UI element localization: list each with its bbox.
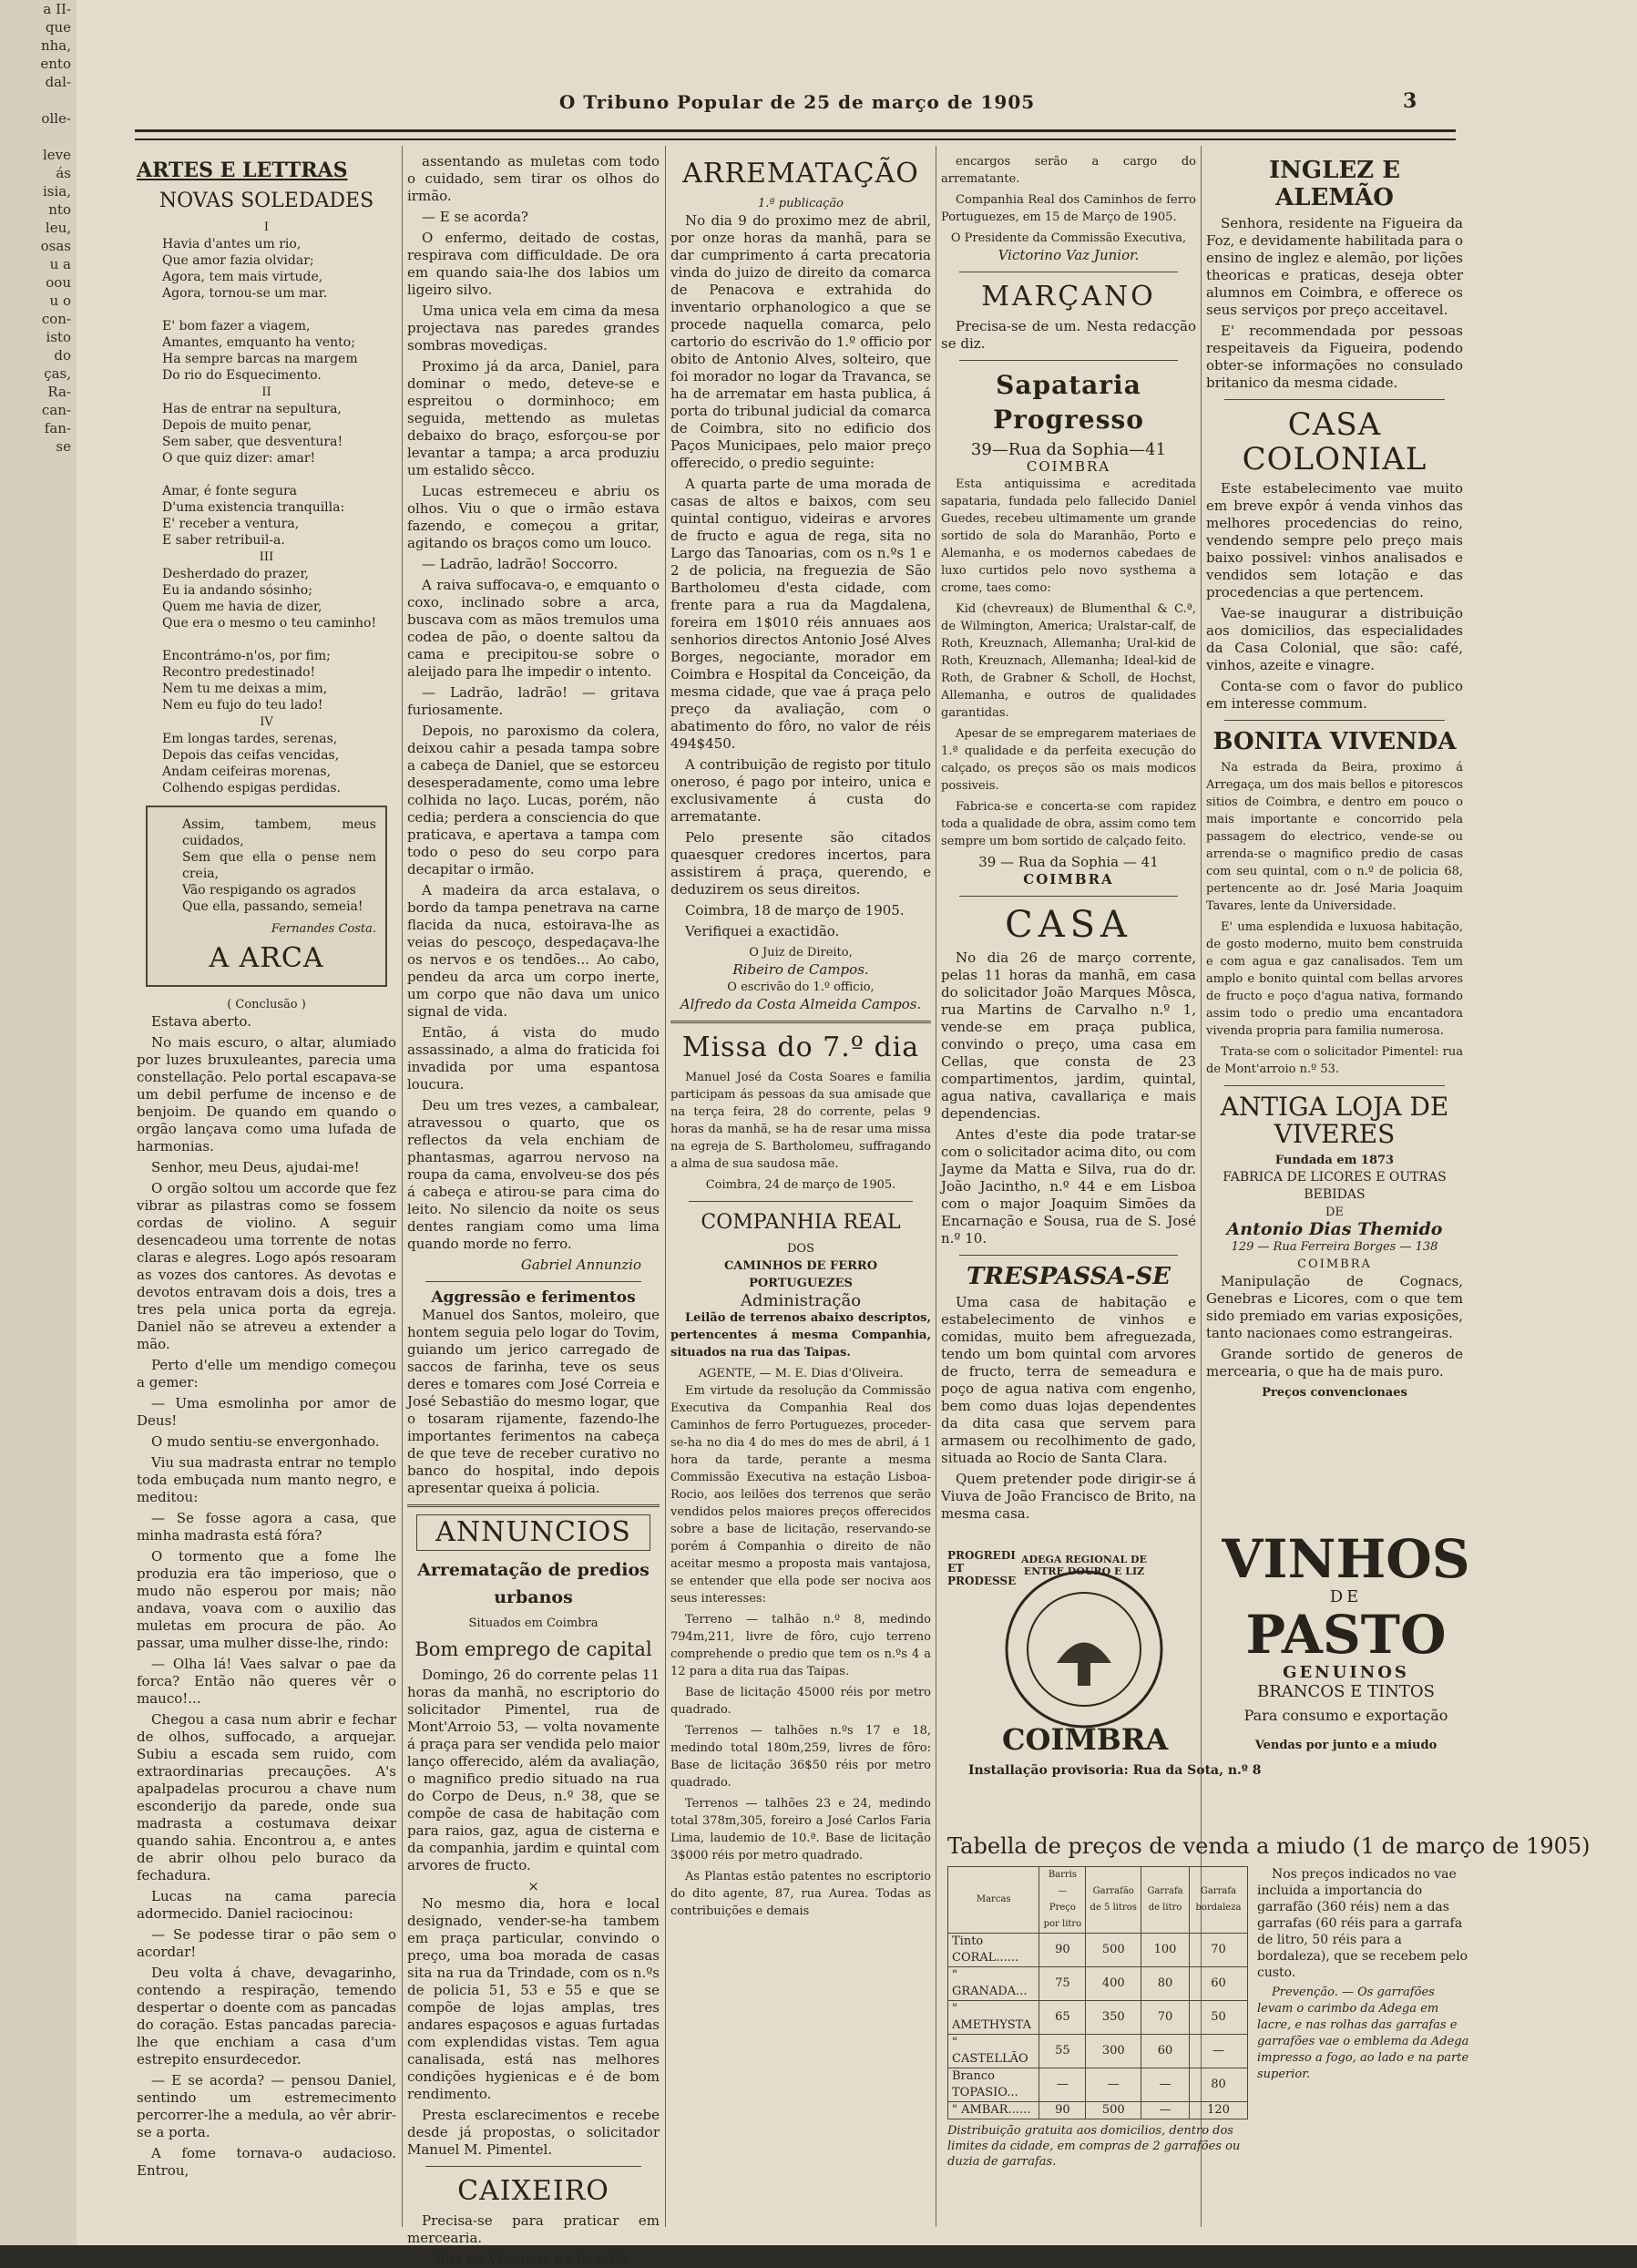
presidente-name: Victorino Vaz Junior. bbox=[998, 247, 1140, 263]
themido-city: COIMBRA bbox=[1297, 1257, 1372, 1271]
table-cell: — bbox=[1039, 2068, 1086, 2102]
table-cell: 70 bbox=[1190, 1934, 1248, 1967]
poem-line: Encontrámo-n'os, por fim; bbox=[162, 649, 331, 663]
themido-paragraph: Grande sortido de generos de mercearia, o que ha de mais puro. bbox=[1206, 1346, 1463, 1380]
poem-line: Em longas tardes, serenas, bbox=[162, 732, 338, 746]
vinhos-l1: VINHOS bbox=[1222, 1528, 1470, 1590]
story-paragraph: — Se fosse agora a casa, que minha madrasta está fóra? bbox=[137, 1510, 396, 1544]
missa-date: Coimbra, 24 de março de 1905. bbox=[705, 1178, 896, 1192]
box-verse-line: Vão respigando os agrados bbox=[182, 883, 356, 898]
edge-fragment bbox=[0, 91, 77, 109]
fabrica: FABRICA DE LICORES E OUTRAS BEBIDAS bbox=[1223, 1170, 1447, 1202]
table-cell: — bbox=[1086, 2068, 1141, 2102]
vinhos-l7: Vendas por junto e a miudo bbox=[1254, 1739, 1437, 1752]
story-paragraph: O mudo sentiu-se envergonhado. bbox=[151, 1433, 380, 1450]
verification: Verifiquei a exactidão. bbox=[685, 923, 840, 939]
poem-line: Recontro predestinado! bbox=[162, 665, 316, 680]
judge-label: O Juiz de Direito, bbox=[749, 946, 853, 960]
table-row bbox=[948, 1967, 1248, 2001]
arrematacao-sub: 1.ª publicação bbox=[758, 197, 844, 210]
story-paragraph: Chegou a casa num abrir e fechar de olhos, suffocado, a arquejar. Subiu a escada sem ruido, com extraordinarias precauções. A's apalpadelas procurou a chave num esconderijo da parede, onde sua madrasta a costumava deixar quando sahia. Encontrou a, e antes de abrir olhou pelo buraco da fechadura. bbox=[137, 1711, 396, 1883]
colonial-paragraph: Vae-se inaugurar a distribuição aos domicilios, das especialidades da Casa Colonial, que são: café, vinhos, azeite e vinagre. bbox=[1206, 605, 1463, 673]
edge-fragment: u a bbox=[49, 256, 71, 272]
story-paragraph: — E se acorda? bbox=[422, 209, 528, 225]
story-text-continued bbox=[407, 153, 660, 1253]
table-row bbox=[948, 2102, 1248, 2119]
story-paragraph: Viu sua madrasta entrar no templo toda embuçada num manto negro, e meditou: bbox=[137, 1454, 396, 1505]
table-cell: 350 bbox=[1086, 2001, 1141, 2035]
edge-fragment: leve bbox=[42, 147, 71, 163]
table-cell: " GRANADA... bbox=[948, 1967, 1039, 2001]
poem-line: Agora, tem mais virtude, bbox=[162, 270, 323, 284]
poem-line: Havia d'antes um rio, bbox=[162, 237, 302, 251]
sapataria-city: COIMBRA bbox=[1026, 458, 1111, 475]
story-paragraph: Perto d'elle um mendigo começou a gemer: bbox=[137, 1357, 396, 1391]
tabella-precos bbox=[947, 1832, 1591, 2170]
page-number: 3 bbox=[1403, 89, 1417, 113]
poem-line: E' receber a ventura, bbox=[162, 517, 300, 531]
judge-name: Ribeiro de Campos. bbox=[732, 961, 869, 978]
poem-line: Eu ia andando sósinho; bbox=[162, 583, 312, 598]
companhia-text bbox=[670, 1382, 931, 1920]
edge-fragment: oou bbox=[46, 274, 71, 291]
table-cell: 400 bbox=[1086, 1967, 1141, 2001]
annuncios-heading: ANNUNCIOS bbox=[416, 1514, 650, 1551]
tabella-side: Nos preços indicados no vae incluida a importancia do garrafão (360 réis) nem a das garrafas (60 réis para a garrafa de litro, 50 réis para a bordaleza), que se recebem pelo custo. bbox=[1257, 1867, 1468, 1980]
edge-fragment: can- bbox=[41, 402, 71, 418]
edge-fragment: isto bbox=[46, 329, 71, 345]
story-paragraph: — Ladrão, ladrão! — gritava furiosamente. bbox=[407, 684, 660, 718]
antiga-title: ANTIGA LOJA DE VIVERES bbox=[1220, 1092, 1449, 1149]
leilao-text: Leilão de terrenos abaixo descriptos, pertencentes á mesma Companhia, situados na rua das Taipas. bbox=[670, 1311, 931, 1360]
story-paragraph: O enfermo, deitado de costas, respirava com difficuldade. De ora em quando saia-lhe dos labios um ligeiro silvo. bbox=[407, 230, 660, 298]
table-header: Garrafa bordaleza bbox=[1190, 1867, 1248, 1934]
precos: Preços convencionaes bbox=[1262, 1386, 1407, 1400]
arca-box bbox=[146, 806, 387, 987]
adega-emblem bbox=[947, 1549, 1212, 1759]
vinhos-l2: DE bbox=[1329, 1587, 1363, 1606]
clerk-label: O escrivão do 1.º officio, bbox=[727, 980, 875, 994]
edge-fragment: isia, bbox=[42, 183, 71, 200]
table-cell: " AMETHYSTA bbox=[948, 2001, 1039, 2035]
table-header: Barris — Preço por litro bbox=[1039, 1867, 1086, 1934]
companhia-paragraph: Terrenos — talhões 23 e 24, medindo total 378m,305, foreiro a José Carlos Faria Lima, laudemio de 10.ª. Base de licitação 3$000 réis por metro quadrado. bbox=[670, 1797, 931, 1863]
adega-install: Installação provisoria: Rua da Sota, n.º 8 bbox=[968, 1763, 1262, 1778]
arca-note: ( Conclusão ) bbox=[227, 998, 306, 1011]
poem-line: Depois de muito penar, bbox=[162, 418, 312, 433]
poem-line: II bbox=[261, 385, 271, 399]
column-five bbox=[1206, 153, 1463, 1516]
sapataria-city-2: COIMBRA bbox=[1023, 871, 1114, 888]
poem-line: D'uma existencia tranquilla: bbox=[162, 500, 345, 515]
edge-fragment: Ra- bbox=[47, 384, 71, 400]
arrematacao-predios-title: Arrematação de predios urbanos bbox=[417, 1560, 650, 1607]
poem-line bbox=[137, 631, 396, 648]
poem-line: Ha sempre barcas na margem bbox=[162, 352, 358, 366]
arrematacao-paragraph: Pelo presente são citados quaesquer credores incertos, para assistirem á praça, querendo, e deduzirem os seus direitos. bbox=[670, 829, 931, 898]
story-paragraph: No mais escuro, o altar, alumiado por luzes bruxuleantes, parecia uma constellação. Pelo portal escapava-se um debil perfume de incenso e de benjoim. De quando em quando o orgão lançava como uma lufada de harmonias. bbox=[137, 1034, 396, 1155]
missa-title: Missa do 7.º dia bbox=[681, 1031, 920, 1063]
inglez-text bbox=[1206, 215, 1463, 392]
trespassa-paragraph: Quem pretender pode dirigir-se á Viuva de João Francisco de Brito, na mesma casa. bbox=[941, 1471, 1196, 1522]
sapataria-address-2: 39 — Rua da Sophia — 41 bbox=[978, 854, 1159, 870]
table-cell: 500 bbox=[1086, 2102, 1141, 2119]
poem-line: Quem me havia de dizer, bbox=[162, 600, 322, 614]
vinhos-l4: GENUINOS bbox=[1283, 1663, 1409, 1682]
story-paragraph: O tormento que a fome lhe produzia era tão imperioso, que o mudo não esperou por mais; não andava, voava com o auxilio das muletas em procura de pão. Ao passar, uma mulher disse-lhe, rindo: bbox=[137, 1548, 396, 1651]
story-paragraph: Proximo já da arca, Daniel, para dominar o medo, deteve-se e espreitou o dorminhoco; em seguida, mettendo as muletas debaixo do braço, esforçou-se por levantar a tampa; a arca produziu um estalido sêcco. bbox=[407, 358, 660, 478]
table-cell: 100 bbox=[1141, 1934, 1190, 1967]
trespassa-paragraph: Uma casa de habitação e estabelecimento de vinhos e comidas, muito bem afreguezada, tendo um bom quintal com arvores de fructo, terra de semeadura e poço de agua nativa com engenho, bem como duas lojas dependentes da dita casa que servem para armasem ou recolhimento de gado, situada ao Rocio de Santa Clara. bbox=[941, 1294, 1196, 1466]
table-row bbox=[948, 2068, 1248, 2102]
poem-line: Que era o mesmo o teu caminho! bbox=[162, 616, 377, 631]
table-cell: 80 bbox=[1190, 2068, 1248, 2102]
poem-line: III bbox=[259, 550, 274, 564]
inglez-title: INGLEZ E ALEMÃO bbox=[1268, 157, 1401, 211]
table-row bbox=[948, 2001, 1248, 2035]
table-cell: 65 bbox=[1039, 2001, 1086, 2035]
column-two: assentando as muletas com todo o cuidado, sem tirar os olhos do irmão. — E se acorda? O enfermo, deitado de costas, respirava com difficuldade. De ora em quando saia-lhe dos labios um ligeiro silvo. Uma unica vela em cima da mesa projectava nas paredes grandes sombras movediças. Proximo já da arca, Daniel, para dominar o medo, deteve-se e espreitou o dorminhoco; em seguida, mettendo as muletas debaixo do braço, esforçou-se por levantar a tampa; a arca produziu um estalido sêcco. Lucas estremeceu e abriu os olhos. Viu o que o irmão estava fazendo, e começou a gritar, agitando os braços como um louco. — Ladrão, ladrão! Soccorro. A raiva suffocava-o, e emquanto o coxo, inclinado sobre a arca, buscava com as mãos tremulos uma codea de pão, o doente saltou da cama e precipitou-se sobre o aleijado para lhe impedir o intento. — Ladrão, ladrão! — gritava furiosamente. Depois, no paroxismo da colera, deixou cahir a pesada tampa sobre a cabeça de Daniel, que se estorceu desesperadamente, como uma lebre colhida no laço. Lucas, porém, não cedia; perdera a consciencia do que praticava, e apertava a tampa com todo o peso do seu corpo para decapitar o irmão. A madeira da arca estalava, o bordo da tampa penetrava na carne flacida da nuca, estoirava-lhe as veias do pescoço, despedaçava-lhe os nervos e os tendões... Ao cabo, pendeu da arca um corpo inerte, um corpo que não dava um unico signal de vida. Então, á vista do mudo assassinado, a alma do fraticida foi invadida por uma espantosa loucura. Deu um tres vezes, a cambalear, atravessou o quarto, que os reflectos da vela enchiam de phantasmas, agarrou nervoso na roupa da cama, envolveu-se dos pés á cabeça e atirou-se para cima do leito. No silencio da noite os seus dentes rangiam como uma lima quando morde no ferro. Gabriel Annunzio Aggressão e ferimentos Manuel dos Santos, moleiro, que hontem seguia pelo logar do Tovim, guiando um jerico carregado de saccos de farinha, teve os seus deres e tomares com José Correia e José Sebastião do mesmo logar, que o tosaram rijamente, fazendo-lhe importantes ferimentos na cabeça de que teve de receber curativo no banco do hospital, indo depois apresentar queixa á policia. ANNUNCIOS Arrematação de predios urbanos Situados em Coimbra Bom emprego de capital Domingo, 26 do corrente pelas 11 horas da manhã, no escriptorio do solicitador Pimentel, rua de Mont'Arroio 53, — volta novamente á praça para ser vendida pelo maior lanço offerecido, além da avaliação, o magnifico predio situado na rua do Corpo de Deus, n.º 38, que se compõe de casa de habitação com para raios, gaz, agua de cisterna e da companhia, jardim e quintal com arvores de fructo. × No mesmo dia, hora e local designado, vender-se-ha tambem em praça particular, convindo o preço, uma boa morada de casas sita na rua da Trindade, com os n.ºs de policia 51, 53 e 55 e que se compõe de lojas amplas, tres andares espaçosos e aguas furtadas com explendidas vistas. Tem agua canalisada, está nas melhores condições hygienicas e é de bom rendimento. Presta esclarecimentos e recebe desde já propostas, o solicitador Manuel M. Pimentel. CAIXEIRO Precisa-se para praticar em mercearia. Rua do Visconde da Luz, 60. bbox=[407, 153, 660, 2267]
companhia-paragraph: Terrenos — talhões n.ºs 17 e 18, medindo total 180m,259, livres de fôro: Base de licitação 36$50 réis por metro quadrado. bbox=[670, 1724, 931, 1790]
caixeiro-text: Precisa-se para praticar em mercearia. bbox=[407, 2212, 660, 2246]
fundada: Fundada em 1873 bbox=[1274, 1154, 1395, 1167]
clerk-name: Alfredo da Costa Almeida Campos. bbox=[680, 996, 922, 1012]
table-cell: 90 bbox=[1039, 1934, 1086, 1967]
poem-title: NOVAS SOLEDADES bbox=[159, 190, 374, 212]
table-cell: Branco TOPASIO... bbox=[948, 2068, 1039, 2102]
story-paragraph: assentando as muletas com todo o cuidado, sem tirar os olhos do irmão. bbox=[407, 153, 660, 204]
box-verse bbox=[157, 816, 376, 915]
section-title: ARTES E LETTRAS bbox=[137, 159, 348, 182]
column-rule bbox=[402, 146, 403, 2227]
companhia-paragraph: Terreno — talhão n.º 8, medindo 794m,211, livre de fôro, cujo terreno comprehende o predio que tem os n.ºs 4 a 12 para a dita rua das Taipas. bbox=[670, 1613, 931, 1678]
table-cell: 70 bbox=[1141, 2001, 1190, 2035]
companhia-name: CAMINHOS DE FERRO PORTUGUEZES bbox=[723, 1259, 878, 1290]
edge-fragment bbox=[0, 128, 77, 146]
arrematacao-text bbox=[670, 212, 931, 919]
poem-line: Colhendo espigas perdidas. bbox=[162, 781, 341, 795]
inglez-paragraph: E' recommendada por pessoas respeitaveis da Figueira, podendo obter-se informações no consulado britanico da mesma cidade. bbox=[1206, 323, 1463, 391]
arrematacao-paragraph: Coimbra, 18 de março de 1905. bbox=[685, 902, 905, 918]
poem-line: E' bom fazer a viagem, bbox=[162, 319, 311, 334]
casa-paragraph: Antes d'este dia pode tratar-se com o solicitador acima dito, ou com Jayme da Matta e Silva, rua do dr. João Jacintho, n.º 44 e em Lisboa com o major Joaquim Simões da Encarnação e Sousa, rua de S. José n.º 10. bbox=[941, 1126, 1196, 1247]
sapataria-paragraph: Fabrica-se e concerta-se com rapidez toda a qualidade de obra, assim como tem sempre um bom sortido de calçado feito. bbox=[941, 800, 1196, 848]
themido-text bbox=[1206, 1273, 1463, 1380]
companhia-admin: Administração bbox=[740, 1291, 862, 1310]
bonita-paragraph: Na estrada da Beira, proximo á Arregaça, um dos mais bellos e pitorescos sitios de Coimbra, e dentro em pouco o mais importante e concorrido pela passagem do electrico, vende-se ou arrenda-se o magnifico predio de casas com seu quintal, com o n.º de policia 68, pertencente ao dr. José Maria Joaquim Tavares, lente da Universidade. bbox=[1206, 761, 1463, 913]
header-rule bbox=[135, 129, 1456, 140]
companhia-paragraph: Base de licitação 45000 réis por metro quadrado. bbox=[670, 1686, 931, 1717]
story-paragraph: Então, á vista do mudo assassinado, a alma do fraticida foi invadida por uma espantosa loucura. bbox=[407, 1024, 660, 1093]
table-cell: 60 bbox=[1141, 2035, 1190, 2068]
table-cell: " CASTELLÃO bbox=[948, 2035, 1039, 2068]
table-row bbox=[948, 2035, 1248, 2068]
trespassa-title: TRESPASSA-SE bbox=[967, 1263, 1171, 1290]
sapataria-text bbox=[941, 476, 1196, 850]
colonial-paragraph: Conta-se com o favor do publico em interesse commum. bbox=[1206, 678, 1463, 712]
previous-page-edge bbox=[0, 0, 77, 2245]
table-cell: — bbox=[1190, 2035, 1248, 2068]
arrematacao-paragraph: A quarta parte de uma morada de casas de altos e baixos, com seu quintal contiguo, videiras e arvores de fructo e agua de rega, sita no Largo das Tanoarias, com os n.ºs 1 e 2 de policia, na freguezia de São Bartholomeu d'esta cidade, com frente para a rua da Magdalena, foreira em 1$010 réis annuaes aos senhorios directos Antonio José Alves Borges, negociante, morador em Coimbra e Hospital da Conceição, da mesma cidade, que vae á praça pelo preço da avaliação, com o abatimento do fôro, no valor de réis 494$450. bbox=[670, 476, 931, 752]
inglez-paragraph: Senhora, residente na Figueira da Foz, e devidamente habilitada para o ensino de inglez e alemão, por lições theoricas e praticas, deseja obter alumnos em Coimbra, e offerece os seus serviços por preço acceitavel. bbox=[1206, 215, 1463, 318]
poem-line: IV bbox=[260, 715, 273, 729]
caixeiro-address: Rua do Visconde da Luz, 60. bbox=[435, 2251, 632, 2267]
edge-fragment: ento bbox=[40, 56, 71, 72]
sapataria-paragraph: Apesar de se empregarem materiaes de 1.ª qualidade e da perfeita execução do calçado, os preços são os mais modicos possiveis. bbox=[941, 727, 1196, 793]
companhia-paragraph: As Plantas estão patentes no escriptorio do dito agente, 87, rua Aurea. Todas as contribuições e demais bbox=[670, 1870, 931, 1918]
story-paragraph: A madeira da arca estalava, o bordo da tampa penetrava na carne flacida da nuca, estoirava-lhe as veias do pescoço, despedaçava-lhe os nervos e os tendões... Ao cabo, pendeu da arca um corpo inerte, um corpo que não dava um unico signal de vida. bbox=[407, 882, 660, 1020]
colonial-text bbox=[1206, 480, 1463, 713]
edge-fragment: se bbox=[56, 438, 71, 455]
casa-title: CASA bbox=[1005, 904, 1132, 946]
edge-fragment: u o bbox=[49, 292, 71, 309]
trespassa-text bbox=[941, 1294, 1196, 1523]
marcano-title: MARÇANO bbox=[981, 281, 1156, 313]
adega-city: COIMBRA bbox=[1002, 1722, 1169, 1757]
edge-fragment: do bbox=[54, 347, 71, 364]
colonial-paragraph: Este estabelecimento vae muito em breve expôr á venda vinhos das melhores procedencias do reino, vendendo sempre pelo preço mais baixo possivel: vinhos analisados e vendidos sem lotação e das procedencias a que pertencem. bbox=[1206, 480, 1463, 600]
sapataria-paragraph: Kid (chevreaux) de Blumenthal & C.ª, de Wilmington, America; Uralstar-calf, de Roth, Kreuznach, Allemanha; Ural-kid de Roth, Kreuznach, Allemanha; Ideal-kid de Roth, de Grabner & Scholl, de Hochst, Allemanha, e outros de qualidades garantidas. bbox=[941, 602, 1196, 720]
arrematacao-title: ARREMATAÇÃO bbox=[682, 158, 919, 190]
poem-line: Desherdado do prazer, bbox=[162, 567, 309, 581]
table-header: Marcas bbox=[948, 1867, 1039, 1934]
bom-emprego-text-3: Presta esclarecimentos e recebe desde já propostas, o solicitador Manuel M. Pimentel. bbox=[407, 2107, 660, 2158]
poem-line: E saber retribuil-a. bbox=[162, 533, 285, 548]
themido-paragraph: Manipulação de Cognacs, Genebras e Licores, com o que tem sido premiado em varias exposições, tanto nacionaes como estrangeiras. bbox=[1206, 1273, 1463, 1341]
edge-fragment: a II- bbox=[43, 1, 71, 17]
tabella-prevencao: Prevenção. — Os garrafões levam o carimbo da Adega em lacre, e nas rolhas das garrafas e garrafões vae o emblema da Adega impresso a fogo, ao lado e na parte superior. bbox=[1257, 1986, 1469, 2081]
table-cell: 75 bbox=[1039, 1967, 1086, 2001]
page-header: O Tribuno Popular de 25 de março de 1905 bbox=[558, 91, 1036, 113]
table-cell: 300 bbox=[1086, 2035, 1141, 2068]
story-paragraph: O orgão soltou um accorde que fez vibrar as pilastras como se fossem cordas de violino. A seguir desencadeou uma torrente de notas claras e alegres. Logo após resoaram as vozes dos cantores. As devotas e devotos entravam dois a dois, tres a tres pela unica porta da egreja. Daniel não se atreveu a extender a mão. bbox=[137, 1180, 396, 1352]
de-label: DE bbox=[1325, 1206, 1344, 1219]
casa-paragraph: No dia 26 de março corrente, pelas 11 horas da manhã, em casa do solicitador João Marques Môsca, rua Martins de Carvalho n.º 1, vende-se em praça publica, convindo o preço, uma casa em Cellas, que consta de 23 compartimentos, jardim, quintal, agua nativa, cavallariça e mais dependencias. bbox=[941, 949, 1196, 1122]
story-paragraph: Lucas na cama parecia adormecido. Daniel raciocinou: bbox=[137, 1888, 396, 1922]
poem-line: Sem saber, que desventura! bbox=[162, 435, 343, 449]
table-cell: — bbox=[1141, 2068, 1190, 2102]
table-cell: — bbox=[1141, 2102, 1190, 2119]
casa-text bbox=[941, 949, 1196, 1247]
bom-emprego-title: Bom emprego de capital bbox=[414, 1638, 652, 1660]
story-paragraph: — Uma esmolinha por amor de Deus! bbox=[137, 1395, 396, 1429]
poem bbox=[137, 219, 396, 796]
story-paragraph: — E se acorda? — pensou Daniel, sentindo um estremecimento percorrer-lhe a medula, ao vêr abrir-se a porta. bbox=[137, 2072, 396, 2140]
column-arrematacao bbox=[670, 153, 931, 2227]
bonita-paragraph: E' uma esplendida e luxuosa habitação, de gosto moderno, muito bem construida e com agua e gaz canalisados. Tem um amplo e bonito quintal com bellas arvores de fructo e poço d'agua nativa, formando assim todo o predio uma encantadora vivenda propria para familia numerosa. bbox=[1206, 920, 1463, 1038]
story-text bbox=[137, 1013, 396, 2180]
poem-line: Que amor fazia olvidar; bbox=[162, 253, 314, 268]
companhia-dos: DOS bbox=[787, 1242, 814, 1256]
story-paragraph: A fome tornava-o audacioso. Entrou, bbox=[137, 2145, 396, 2179]
agente: AGENTE, — M. E. Dias d'Oliveira. bbox=[698, 1367, 904, 1380]
edge-fragment: con- bbox=[41, 311, 71, 327]
table-cell: 120 bbox=[1190, 2102, 1248, 2119]
arrematacao-paragraph: No dia 9 do proximo mez de abril, por onze horas da manhã, para se dar cumprimento á carta precatoria vinda do juizo de direito da comarca de Penacova e extrahida do inventario orphanologico a que se procede naquella comarca, pelo cartorio do escrivão do 1.º officio por obito de Antonio Alves, solteiro, que foi morador no logar da Travanca, se ha de arrematar em hasta publica, á porta do tribunal judicial da comarca de Coimbra, sito no edificio dos Paços Municipaes, pelo maior preço offerecido, o predio seguinte: bbox=[670, 212, 931, 471]
table-cell: 55 bbox=[1039, 2035, 1086, 2068]
news-text: Manuel dos Santos, moleiro, que hontem seguia pelo logar do Tovim, guiando um jerico carregado de saccos de farinha, teve os seus deres e tomares com José Correia e José Sebastião do mesmo logar, que o tosaram rijamente, fazendo-lhe importantes ferimentos na cabeça de que teve de receber curativo no banco do hospital, indo depois apresentar queixa á policia. bbox=[407, 1307, 660, 1496]
sapataria-title: Sapataria Progresso bbox=[993, 370, 1144, 435]
box-verse-line: Assim, tambem, meus cuidados, bbox=[182, 817, 376, 848]
table-cell: 80 bbox=[1141, 1967, 1190, 2001]
story-paragraph: Uma unica vela em cima da mesa projectava nas paredes grandes sombras movediças. bbox=[407, 303, 660, 354]
poem-line: Agora, tornou-se um mar. bbox=[162, 286, 328, 301]
poem-line bbox=[137, 302, 396, 318]
story-paragraph: Deu volta á chave, devagarinho, contendo a respiração, temendo despertar o doente com as pancadas do coração. Estas pancadas parecia-lhe que enchiam a casa d'um estrepito ensurdecedor. bbox=[137, 1965, 396, 2068]
edge-fragment: dal- bbox=[45, 74, 71, 90]
story-paragraph: Depois, no paroxismo da colera, deixou cahir a pesada tampa sobre a cabeça de Daniel, que se estorceu desesperadamente, como uma lebre colhida no laço. Lucas, porém, não cedia; perdera a consciencia do que praticava, e apertava a tampa com todo o peso do seu corpo para decapitar o irmão. bbox=[407, 723, 660, 877]
box-verse-line: Que ella, passando, semeia! bbox=[182, 899, 363, 914]
bonita-text bbox=[1206, 759, 1463, 1078]
poem-line bbox=[137, 467, 396, 483]
caixeiro-title: CAIXEIRO bbox=[457, 2175, 609, 2207]
vinhos-l3: PASTO bbox=[1245, 1604, 1447, 1666]
missa-text: Manuel José da Costa Soares e familia participam ás pessoas da sua amisade que na terça feira, 28 do corrente, pelas 9 horas da manhã, se ha de resar uma missa na egreja de S. Bartholomeu, suffragando a alma de sua saudosa mãe. bbox=[670, 1071, 931, 1171]
table-cell: 50 bbox=[1190, 2001, 1248, 2035]
story-author: Gabriel Annunzio bbox=[520, 1257, 641, 1273]
edge-fragment: nha, bbox=[40, 37, 71, 54]
vinhos-l6: Para consumo e exportação bbox=[1243, 1707, 1448, 1724]
table-cell: 500 bbox=[1086, 1934, 1141, 1967]
poem-line: Has de entrar na sepultura, bbox=[162, 402, 342, 416]
presidente-label: O Presidente da Commissão Executiva, bbox=[950, 231, 1187, 245]
table-cell: " AMBAR...... bbox=[948, 2102, 1039, 2119]
companhia-date: Companhia Real dos Caminhos de ferro Portuguezes, em 15 de Março de 1905. bbox=[941, 193, 1196, 224]
column-artes-e-lettras bbox=[137, 153, 396, 2227]
marcano-text: Precisa-se de um. Nesta redacção se diz. bbox=[941, 318, 1196, 352]
poem-line: Nem tu me deixas a mim, bbox=[162, 682, 328, 696]
price-table bbox=[947, 1866, 1248, 2119]
edge-fragment: fan- bbox=[44, 420, 71, 436]
story-paragraph: Lucas estremeceu e abriu os olhos. Viu o que o irmão estava fazendo, e começou a gritar, agitando os braços como um louco. bbox=[407, 483, 660, 551]
vinhos-ad bbox=[1216, 1528, 1476, 1752]
edge-fragment: ás bbox=[56, 165, 71, 181]
edge-fragment: osas bbox=[40, 238, 71, 254]
table-header: Garrafa de litro bbox=[1141, 1867, 1190, 1934]
story-paragraph: Estava aberto. bbox=[151, 1013, 251, 1030]
bom-emprego-text-2: No mesmo dia, hora e local designado, vender-se-ha tambem em praça particular, convindo o preço, uma boa morada de casas sita na rua da Trindade, com os n.ºs de policia 51, 53 e 55 e que se compõe de lojas amplas, tres andares espaçosos e aguas furtadas com explendidas vistas. Tem agua canalisada, está nas melhores condições hygienicas e é de bom rendimento. bbox=[407, 1895, 660, 2102]
poem-line: Depois das ceifas vencidas, bbox=[162, 748, 340, 763]
bonita-paragraph: Trata-se com o solicitador Pimentel: rua de Mont'arroio n.º 53. bbox=[1206, 1045, 1463, 1076]
poem-line: I bbox=[263, 221, 270, 234]
adega-motto: PROGREDI ET PRODESSE bbox=[947, 1549, 1017, 1587]
story-paragraph: — Olha lá! Vaes salvar o pae da forca? Então não queres vêr o mauco!... bbox=[137, 1656, 396, 1707]
arca-title: A ARCA bbox=[209, 942, 324, 974]
edge-fragment: olle- bbox=[41, 110, 71, 127]
poem-line: Amar, é fonte segura bbox=[162, 484, 297, 498]
edge-fragment: que bbox=[45, 19, 71, 36]
story-paragraph: Deu um tres vezes, a cambalear, atravessou o quarto, que os reflectos da vela enchiam de phantasmas, agarrou nervoso na roupa da cama, envolveu-se dos pés á cabeça e atirou-se para cima do leito. No silencio da noite os seus dentes rangiam como uma lima quando morde no ferro. bbox=[407, 1097, 660, 1252]
bonita-title: BONITA VIVENDA bbox=[1212, 728, 1457, 755]
poem-line: Do rio do Esquecimento. bbox=[162, 368, 322, 383]
encargos-text: encargos serão a cargo do arrematante. bbox=[941, 155, 1196, 186]
poem-line: Andam ceifeiras morenas, bbox=[162, 765, 332, 779]
table-cell: Tinto CORAL...... bbox=[948, 1934, 1039, 1967]
themido-address: 129 — Rua Ferreira Borges — 138 bbox=[1231, 1240, 1438, 1254]
themido-name: Antonio Dias Themido bbox=[1226, 1219, 1443, 1239]
poem-line: Nem eu fujo do teu lado! bbox=[162, 698, 323, 713]
table-header: Garrafão de 5 litros bbox=[1086, 1867, 1141, 1934]
column-rule bbox=[665, 146, 666, 2227]
news-title: Aggressão e ferimentos bbox=[431, 1288, 636, 1307]
box-verse-line: Sem que ella o pense nem creia, bbox=[182, 850, 376, 881]
sapataria-address: 39—Rua da Sophia—41 bbox=[970, 440, 1167, 459]
bom-emprego-text: Domingo, 26 do corrente pelas 11 horas da manhã, no escriptorio do solicitador Pimentel, rua de Mont'Arroio 53, — volta novamente á praça para ser vendida pelo maior lanço offerecido, além da avaliação, o magnifico predio situado na rua do Corpo de Deus, n.º 38, que se compõe de casa de habitação com para raios, gaz, agua de cisterna e da companhia, jardim e quintal com arvores de fructo. bbox=[407, 1667, 660, 1873]
tabella-title: Tabella de preços de venda a miudo (1 de março de 1905) bbox=[947, 1833, 1591, 1859]
table-cell: 60 bbox=[1190, 1967, 1248, 2001]
vinhos-l5: BRANCOS E TINTOS bbox=[1257, 1682, 1435, 1701]
edge-fragment: ças, bbox=[44, 365, 71, 382]
adega-ring-text: ADEGA REGIONAL DE ENTRE DOURO E LIZ bbox=[1021, 1554, 1147, 1577]
arrematacao-paragraph: A contribuição de registo por titulo oneroso, é pago por inteiro, unica e exclusivamente á custa do arrematante. bbox=[670, 756, 931, 825]
companhia-paragraph: Em virtude da resolução da Commissão Executiva da Companhia Real dos Caminhos de ferro Portuguezes, proceder-se-ha no dia 4 do mes do mes de abril, á 1 hora da tarde, perante a mesma Commissão Executiva na estação Lisboa-Rocio, aos leilões dos terrenos que serão vendidos pelos maiores preços offerecidos sobre a base de licitação, reservando-se porém á Companhia o direito de não aceitar mesmo a proposta mais vantajosa, se entender que ella pode ser nociva aos seus interesses: bbox=[670, 1384, 931, 1606]
colonial-title: CASA COLONIAL bbox=[1242, 406, 1427, 477]
story-paragraph: Senhor, meu Deus, ajudai-me! bbox=[151, 1159, 360, 1175]
tabella-note: Distribuição gratuita aos domicilios, dentro dos limites da cidade, em compras de 2 garrafões ou duzia de garrafas. bbox=[947, 2124, 1241, 2169]
poem-line: Amantes, emquanto ha vento; bbox=[162, 335, 355, 350]
companhia-title: COMPANHIA REAL bbox=[701, 1211, 901, 1234]
poem-line: O que quiz dizer: amar! bbox=[162, 451, 316, 466]
story-paragraph: A raiva suffocava-o, e emquanto o coxo, inclinado sobre a arca, buscava com as mãos tremulos uma codea de pão, o doente saltou da cama e precipitou-se sobre o aleijado para lhe impedir o intento. bbox=[407, 577, 660, 680]
box-author: Fernandes Costa. bbox=[271, 922, 376, 936]
edge-fragment: leu, bbox=[45, 220, 71, 236]
edge-fragment: nto bbox=[48, 201, 71, 218]
story-paragraph: — Se podesse tirar o pão sem o acordar! bbox=[137, 1926, 396, 1960]
arrematacao-predios-sub: Situados em Coimbra bbox=[468, 1616, 599, 1630]
story-paragraph: — Ladrão, ladrão! Soccorro. bbox=[422, 556, 619, 572]
table-row bbox=[948, 1934, 1248, 1967]
table-cell: 90 bbox=[1039, 2102, 1086, 2119]
sapataria-paragraph: Esta antiquissima e acreditada sapataria, fundada pelo fallecido Daniel Guedes, recebeu ultimamente um grande sortido de sola do Maranhão, Porto e Alemanha, e os modernos cabedaes de luxo curtidos pelo novo systhema a crome, taes como: bbox=[941, 477, 1196, 595]
